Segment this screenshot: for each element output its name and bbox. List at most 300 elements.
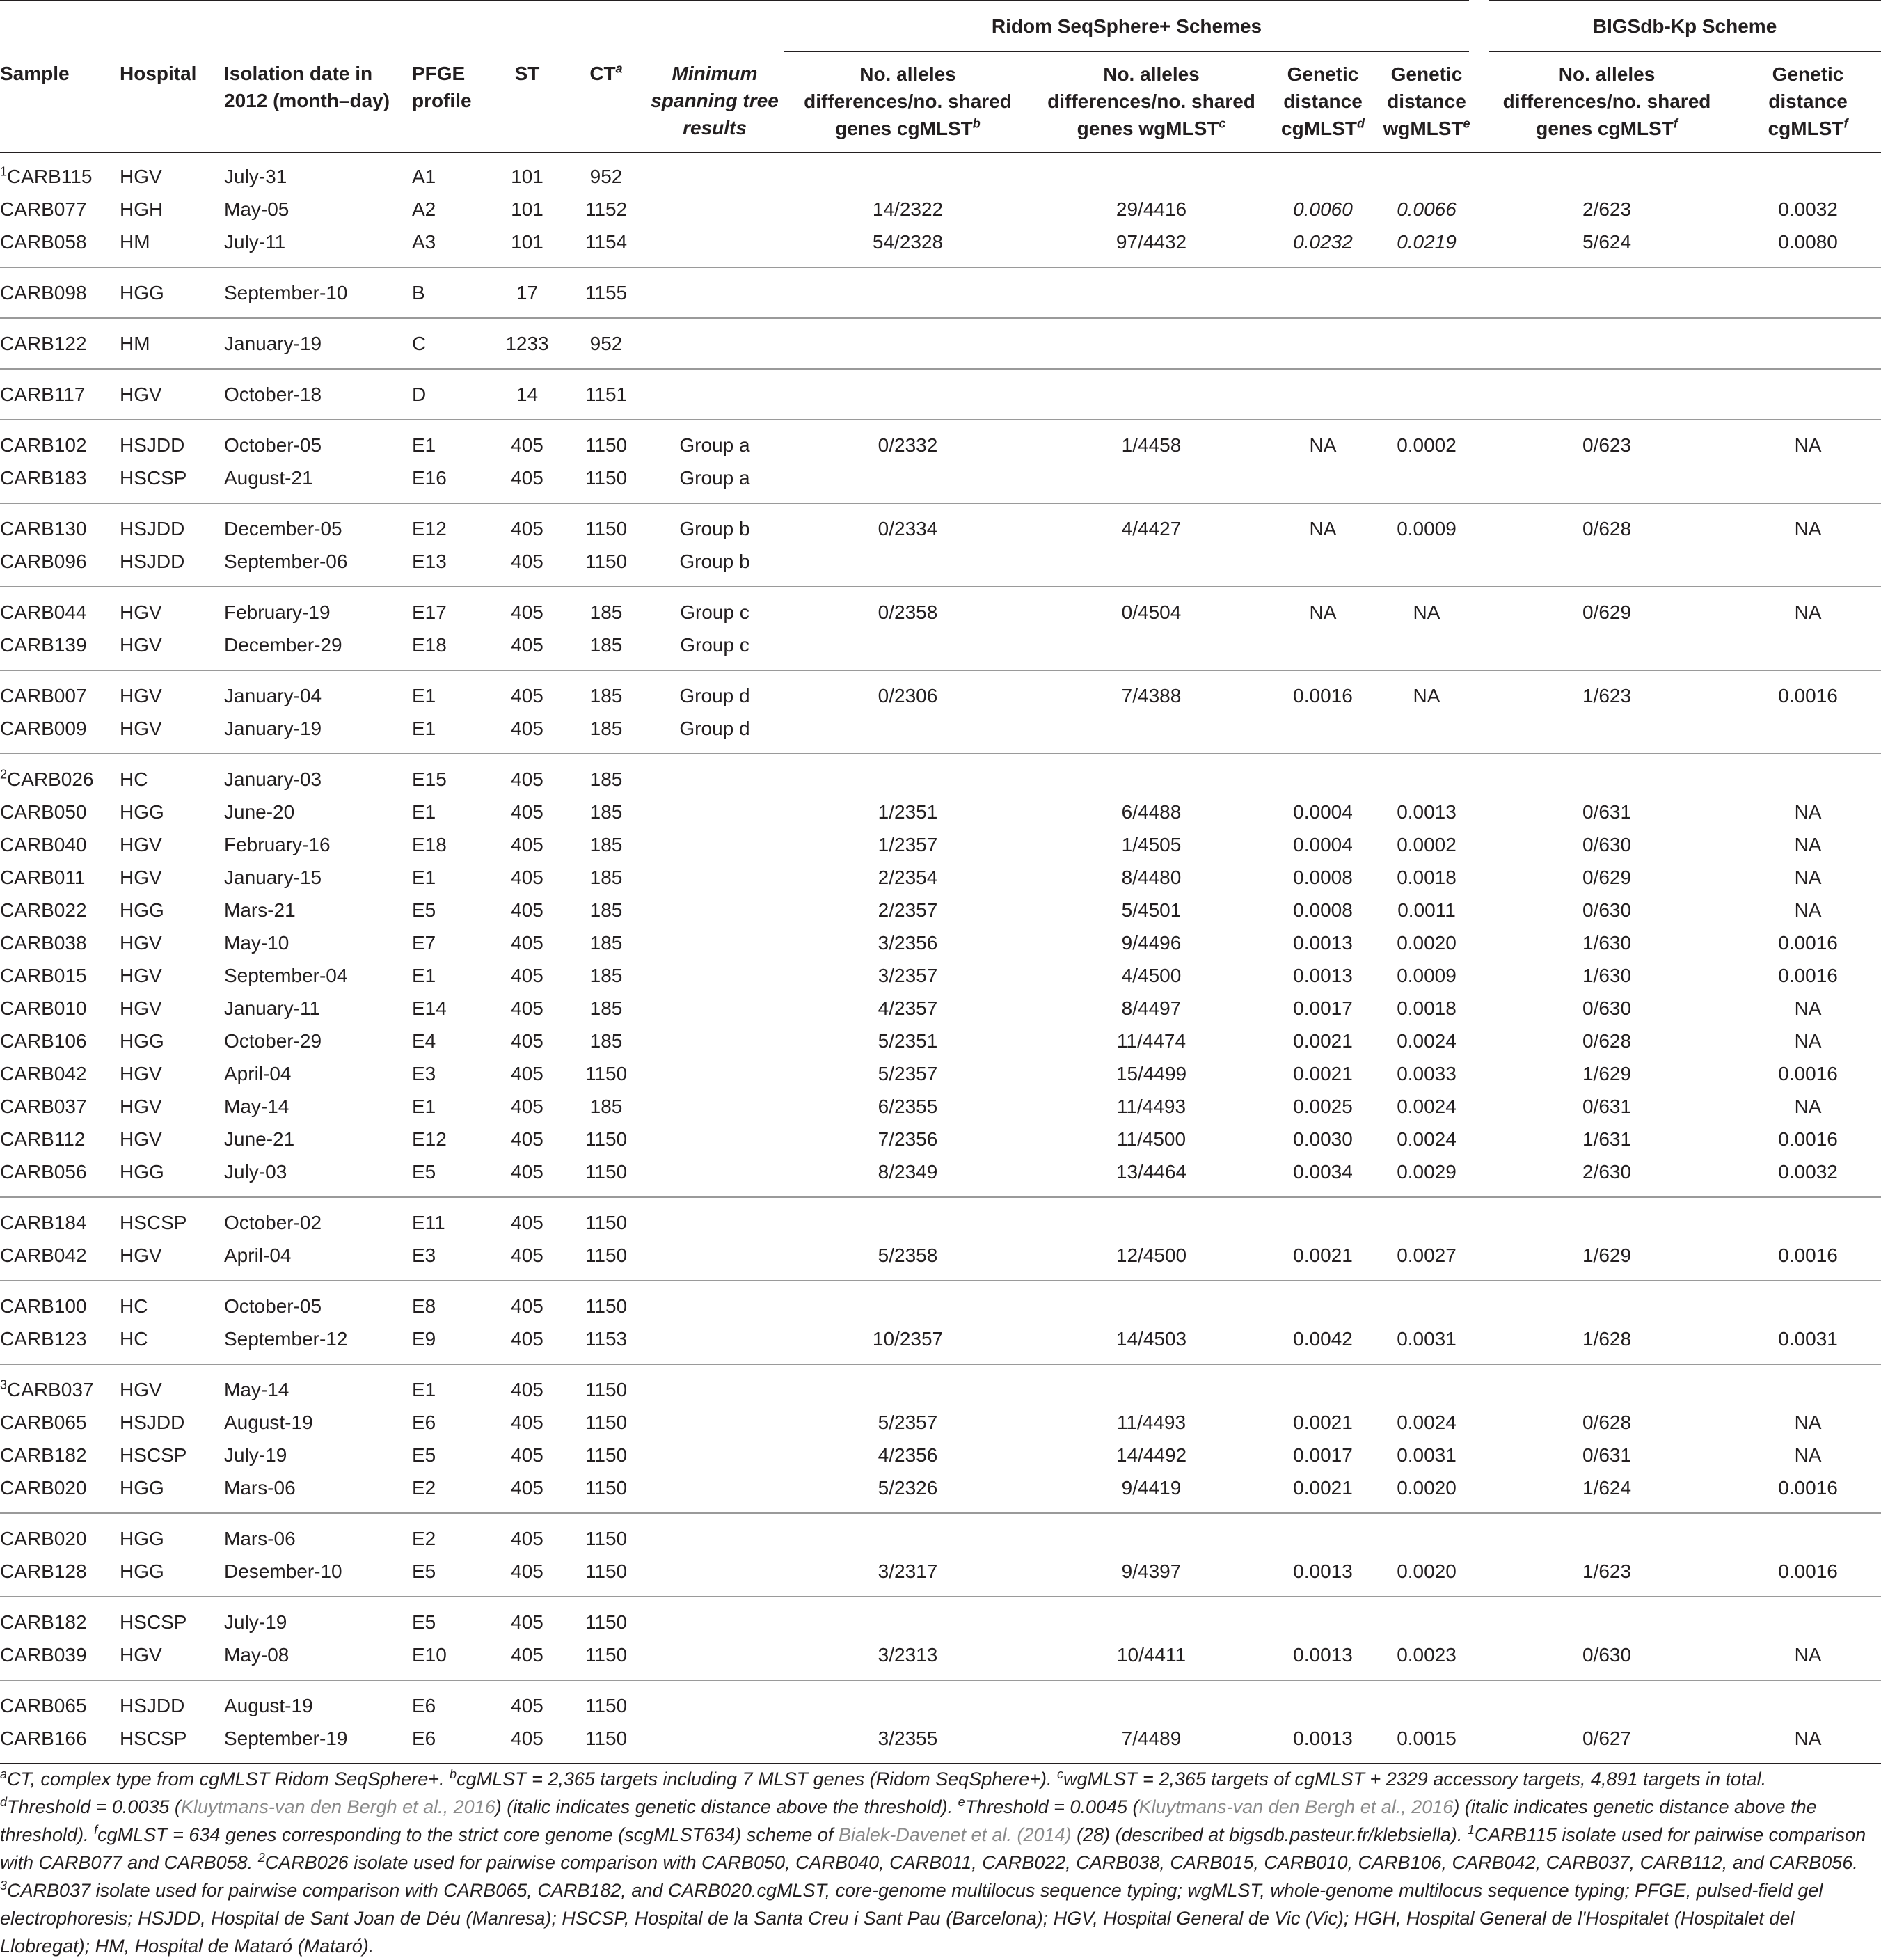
cell-gdwg: 0.0009 [1397, 964, 1457, 986]
cell-hospital: HSJDD [120, 1680, 224, 1722]
cell-date: September-06 [224, 550, 348, 572]
cell-bcg: 1/630 [1582, 931, 1632, 954]
cell-pfge: E3 [412, 1062, 436, 1084]
ref-link[interactable]: Bialek-Davenet et al. (2014) [838, 1824, 1072, 1845]
cell-bgd: NA [1794, 833, 1822, 855]
cell-mst [645, 1555, 784, 1597]
cell-sample: CARB182 [0, 1444, 87, 1466]
cell-date: May-08 [224, 1643, 289, 1666]
cell-cg: 4/2356 [878, 1444, 938, 1466]
table-row [0, 1239, 1881, 1281]
cell-gdcg [1271, 152, 1374, 193]
cell-bgd: NA [1794, 899, 1822, 921]
cell-st: 405 [487, 1197, 567, 1239]
cell-pfge: E10 [412, 1643, 447, 1666]
cell-pfge: E2 [412, 1476, 436, 1499]
cell-cg: 10/2357 [872, 1327, 944, 1350]
cell-gdwg: 0.0011 [1397, 899, 1456, 921]
cell-st: 405 [487, 1722, 567, 1764]
cell-date: January-03 [224, 754, 412, 796]
cell-wg: 10/4411 [1116, 1643, 1186, 1666]
cell-ct: 1154 [585, 230, 628, 253]
cell-wg [1031, 1680, 1271, 1722]
cell-pfge: E16 [412, 466, 447, 489]
cell-sample: CARB050 [0, 800, 87, 823]
table-row [0, 1680, 1881, 1722]
ref-link[interactable]: Kluytmans-van den Bergh et al., 2016 [180, 1796, 495, 1817]
cell-wg [1031, 267, 1271, 318]
cell-sample: $^2$CARB026 [0, 754, 120, 796]
cell-gdcg: 0.0034 [1293, 1160, 1353, 1183]
cell-wg [1031, 1364, 1271, 1406]
cell-bcg: 0/630 [1582, 1643, 1632, 1666]
cell-wg: 9/4419 [1121, 1476, 1182, 1499]
cell-mst [645, 226, 784, 267]
cell-mst [645, 193, 784, 226]
cell-gdwg: 0.0002 [1397, 833, 1457, 855]
cell-bgd: NA [1794, 1411, 1822, 1433]
cell-ct: 185 [567, 754, 645, 796]
cell-ct: 185 [589, 899, 623, 921]
cell-bgd [1735, 1513, 1881, 1555]
cell-gdcg: 0.0008 [1293, 899, 1353, 921]
cell-st: 405 [487, 503, 567, 545]
cell-gdcg [1271, 1197, 1374, 1239]
cell-bgd: NA [1735, 1722, 1881, 1764]
cell-gdcg [1271, 318, 1374, 369]
cell-gdcg [1271, 461, 1374, 503]
cell-mst [645, 1513, 784, 1555]
cell-sample: CARB038 [0, 931, 87, 954]
cell-cg: 5/2357 [878, 1062, 938, 1084]
cell-ct: 1150 [567, 1197, 645, 1239]
cell-pfge: E6 [412, 1680, 487, 1722]
cell-hospital: HGV [120, 1244, 162, 1266]
cell-gdcg: 0.0021 [1293, 1244, 1353, 1266]
cell-gdcg: 0.0232 [1293, 230, 1353, 253]
cell-mst [645, 1025, 784, 1057]
cell-ct: 1150 [585, 550, 628, 572]
cell-cg: 4/2357 [878, 997, 938, 1019]
cell-bgd: 0.0016 [1778, 1476, 1838, 1499]
cell-mst: Group c [645, 587, 784, 629]
cell-bgd: 0.0016 [1778, 1244, 1838, 1266]
cell-hospital: HGV [120, 866, 162, 888]
cell-mst [645, 1090, 784, 1123]
cell-ct: 1151 [567, 369, 645, 420]
cell-gdwg: 0.0027 [1397, 1244, 1457, 1266]
cell-st: 405 [511, 1128, 543, 1150]
cell-st: 405 [511, 1560, 543, 1582]
table-row [0, 1406, 1881, 1439]
cell-date: December-05 [224, 503, 412, 545]
table-row [0, 894, 1881, 926]
cell-date: May-10 [224, 931, 289, 954]
cell-date: June-20 [224, 800, 295, 823]
table-row [0, 1155, 1881, 1197]
cell-pfge: E6 [412, 1411, 436, 1433]
cell-sample: CARB183 [0, 466, 87, 489]
cell-cg: 3/2356 [878, 931, 938, 954]
cell-date: September-04 [224, 964, 348, 986]
cell-hospital: HGG [120, 1513, 224, 1555]
cell-cg: 3/2357 [878, 964, 938, 986]
cell-gdwg [1374, 152, 1479, 193]
cell-st: 405 [511, 1643, 543, 1666]
cell-wg [1031, 1597, 1271, 1638]
cell-pfge: E1 [412, 800, 436, 823]
cell-wg [1031, 1197, 1271, 1239]
cell-gdwg [1374, 1680, 1479, 1722]
cell-sample: CARB139 [0, 633, 87, 656]
cell-cg [784, 1597, 1031, 1638]
cell-gdcg: 0.0013 [1293, 931, 1353, 954]
cell-pfge: A3 [412, 230, 436, 253]
cell-pfge: E9 [412, 1327, 436, 1350]
cell-st: 1233 [487, 318, 567, 369]
cell-hospital: HGV [120, 1062, 162, 1084]
cell-hospital: HGV [120, 717, 162, 739]
cell-cg [784, 1197, 1031, 1239]
cell-bgd [1735, 1197, 1881, 1239]
cell-date: August-19 [224, 1680, 412, 1722]
cell-ct: 1153 [585, 1327, 628, 1350]
cell-hospital: HGG [120, 1476, 164, 1499]
cell-sample: CARB077 [0, 198, 87, 220]
cell-pfge: A2 [412, 198, 436, 220]
cell-gdwg: 0.0020 [1397, 931, 1457, 954]
cell-pfge: E1 [412, 420, 487, 461]
cell-bgd: NA [1735, 587, 1881, 629]
cell-mst: Group b [645, 503, 784, 545]
cell-sample: CARB020 [0, 1513, 120, 1555]
cell-pfge: E8 [412, 1281, 487, 1322]
cell-hospital: HC [120, 754, 224, 796]
cell-gdwg: 0.0024 [1397, 1095, 1457, 1117]
cell-bgd [1735, 461, 1881, 503]
cell-sample: CARB166 [0, 1722, 120, 1764]
cell-gdcg: 0.0017 [1293, 997, 1353, 1019]
cell-hospital: HGG [120, 899, 164, 921]
cell-date: February-16 [224, 833, 331, 855]
cell-ct: 1150 [585, 1411, 628, 1433]
cell-sample: CARB020 [0, 1476, 87, 1499]
cell-gdwg: 0.0066 [1397, 198, 1457, 220]
cell-gdcg: 0.0013 [1293, 1643, 1353, 1666]
table-row [0, 1057, 1881, 1090]
cell-wg [1031, 754, 1271, 796]
cell-bgd: 0.0032 [1778, 1160, 1838, 1183]
cell-wg [1031, 1513, 1271, 1555]
cell-bcg: 0/623 [1479, 420, 1735, 461]
col-ct: $CT^a$ [567, 52, 645, 152]
cell-bcg: 1/631 [1582, 1128, 1632, 1150]
cell-gdcg: 0.0021 [1293, 1029, 1353, 1052]
table-row [0, 1322, 1881, 1364]
cell-st: 101 [511, 198, 543, 220]
cell-sample: $^1$CARB115 [0, 164, 93, 187]
cell-wg: 15/4499 [1116, 1062, 1187, 1084]
cell-bcg: 2/623 [1582, 198, 1632, 220]
col-mst: Minimum spanning tree results [645, 52, 784, 152]
cell-st: 405 [511, 1029, 543, 1052]
cell-gdwg [1374, 461, 1479, 503]
cell-gdcg: 0.0030 [1293, 1128, 1353, 1150]
cell-bcg: 0/628 [1582, 1411, 1632, 1433]
col-st: ST [487, 52, 567, 152]
cell-mst: Group c [680, 633, 749, 656]
cell-ct: 1152 [585, 198, 628, 220]
cell-hospital: HGG [120, 1029, 164, 1052]
cell-st: 405 [511, 899, 543, 921]
cell-bcg: 0/630 [1582, 899, 1632, 921]
cell-hospital: HC [120, 1327, 148, 1350]
cell-gdcg [1271, 712, 1374, 754]
cell-date: Mars-06 [224, 1513, 412, 1555]
cell-bcg: 5/624 [1582, 230, 1632, 253]
cell-bcg: 1/623 [1582, 1560, 1632, 1582]
cell-bcg [1479, 369, 1735, 420]
cell-cg [784, 267, 1031, 318]
cell-pfge: E5 [412, 1160, 436, 1183]
table-row [0, 1555, 1881, 1597]
table-row [0, 926, 1881, 959]
cell-sample: CARB039 [0, 1643, 87, 1666]
cell-hospital: HSJDD [120, 420, 224, 461]
ref-link[interactable]: Kluytmans-van den Bergh et al., 2016 [1138, 1796, 1454, 1817]
cell-pfge: E12 [412, 503, 487, 545]
cell-gdwg: 0.0031 [1397, 1444, 1457, 1466]
cell-gdcg: 0.0021 [1293, 1062, 1353, 1084]
cell-bcg [1479, 1197, 1735, 1239]
cell-wg: 9/4496 [1121, 931, 1182, 954]
cell-bcg: 1/628 [1582, 1327, 1632, 1350]
cell-hospital: HGV [120, 833, 162, 855]
cell-ct: 185 [589, 964, 623, 986]
cell-wg: 11/4493 [1116, 1095, 1186, 1117]
cell-cg: 3/2313 [878, 1643, 938, 1666]
cell-sample: CARB117 [0, 369, 120, 420]
cell-date: September-10 [224, 267, 412, 318]
cell-mst [645, 1439, 784, 1471]
cell-st: 405 [511, 964, 543, 986]
cell-hospital: HSCSP [120, 1722, 224, 1764]
cell-st: 405 [511, 1327, 543, 1350]
cell-mst [645, 1597, 784, 1638]
cell-hospital: HC [120, 1281, 224, 1322]
cell-ct: 185 [589, 800, 623, 823]
cell-ct: 185 [567, 670, 645, 712]
cell-gdwg [1374, 1597, 1479, 1638]
table-row [0, 629, 1881, 670]
cell-bgd [1735, 712, 1881, 754]
cell-date: October-05 [224, 1281, 412, 1322]
cell-hospital: HGV [120, 587, 224, 629]
table-row [0, 226, 1881, 267]
cell-st: 405 [511, 1095, 543, 1117]
cell-st: 405 [487, 670, 567, 712]
table-row [0, 1513, 1881, 1555]
cell-gdcg: 0.0021 [1293, 1411, 1353, 1433]
cell-hospital: HGV [120, 964, 162, 986]
cell-gdcg [1271, 754, 1374, 796]
cell-gdwg [1374, 1364, 1479, 1406]
cell-cg [784, 1680, 1031, 1722]
table-row [0, 1471, 1881, 1513]
cell-gdcg [1271, 267, 1374, 318]
cell-wg [1031, 318, 1271, 369]
cell-hospital: HGV [120, 369, 224, 420]
cell-mst [645, 369, 784, 420]
cell-sample: CARB044 [0, 587, 120, 629]
cell-pfge: E1 [412, 1095, 436, 1117]
table-row [0, 369, 1881, 420]
cell-cg: 14/2322 [872, 198, 944, 220]
cell-cg [784, 318, 1031, 369]
cell-ct: 1155 [567, 267, 645, 318]
cell-wg: 7/4388 [1031, 670, 1271, 712]
cell-gdcg: NA [1271, 420, 1374, 461]
col-wgmlst-alleles: No. alleles differences/no. shared genes wgMLST$^c$ [1031, 52, 1271, 152]
cell-gdwg: 0.0029 [1397, 1160, 1457, 1183]
cell-ct: 185 [589, 997, 623, 1019]
cell-date: April-04 [224, 1062, 292, 1084]
cell-bcg [1479, 545, 1735, 587]
cell-cg: 1/2351 [878, 800, 938, 823]
cell-pfge: E1 [412, 1364, 487, 1406]
cell-sample: CARB010 [0, 997, 87, 1019]
cell-st: 405 [487, 420, 567, 461]
cell-date: August-19 [224, 1411, 313, 1433]
table-row [0, 420, 1881, 461]
cell-bcg [1479, 267, 1735, 318]
cell-bgd [1735, 1680, 1881, 1722]
cell-ct: 185 [589, 866, 623, 888]
col-cgmlst-alleles: No. alleles differences/no. shared genes cgMLST$^b$ [784, 52, 1031, 152]
cell-date: April-04 [224, 1244, 292, 1266]
cell-mst [645, 828, 784, 861]
cell-cg [784, 545, 1031, 587]
cell-ct: 185 [589, 931, 623, 954]
cell-pfge: E17 [412, 587, 487, 629]
cell-cg: 0/2334 [784, 503, 1031, 545]
cell-ct: 1150 [567, 1513, 645, 1555]
cell-st: 405 [487, 587, 567, 629]
cell-bgd [1735, 1364, 1881, 1406]
cell-date: Desember-10 [224, 1560, 342, 1582]
cell-gdwg: 0.0033 [1397, 1062, 1457, 1084]
cell-gdwg: NA [1374, 670, 1479, 712]
cell-cg [784, 1513, 1031, 1555]
cell-mst [645, 926, 784, 959]
cell-wg: 4/4427 [1031, 503, 1271, 545]
cell-cg [784, 369, 1031, 420]
cell-st: 405 [511, 1062, 543, 1084]
cell-bgd: 0.0031 [1778, 1327, 1838, 1350]
cell-hospital: HGV [120, 670, 224, 712]
cell-wg [1031, 545, 1271, 587]
cell-sample: CARB112 [0, 1128, 86, 1150]
cell-gdwg [1374, 629, 1479, 670]
cell-wg: 11/4493 [1116, 1411, 1186, 1433]
cell-mst [645, 1722, 784, 1764]
cell-cg: 3/2355 [784, 1722, 1031, 1764]
cell-cg [784, 461, 1031, 503]
cell-gdcg [1271, 1364, 1374, 1406]
cell-bcg [1479, 629, 1735, 670]
cell-mst [645, 1281, 784, 1322]
cell-pfge: D [412, 369, 487, 420]
cell-ct: 1150 [585, 1643, 628, 1666]
cell-pfge: B [412, 267, 487, 318]
cell-date: July-19 [224, 1444, 287, 1466]
cell-st: 405 [511, 1476, 543, 1499]
cell-mst [645, 861, 784, 894]
cell-sample: CARB184 [0, 1197, 120, 1239]
table-row [0, 1123, 1881, 1155]
cell-hospital: HGV [120, 1128, 162, 1150]
cell-ct: 1150 [585, 1062, 628, 1084]
cell-gdwg: 0.0013 [1397, 800, 1457, 823]
cell-ct: 1150 [567, 420, 645, 461]
cell-bgd [1735, 152, 1881, 193]
cell-gdcg: 0.0004 [1293, 800, 1353, 823]
cell-pfge: E1 [412, 717, 436, 739]
cell-gdcg [1271, 545, 1374, 587]
cell-st: 405 [511, 717, 543, 739]
cell-bgd [1735, 754, 1881, 796]
cell-st: 405 [487, 1281, 567, 1322]
cell-bcg: 0/628 [1582, 1029, 1632, 1052]
cell-gdwg [1374, 267, 1479, 318]
cell-hospital: HGV [120, 633, 162, 656]
cell-wg [1031, 152, 1271, 193]
cell-mst [645, 1638, 784, 1680]
cell-bcg: 0/631 [1582, 1095, 1632, 1117]
cell-date: January-19 [224, 318, 412, 369]
cell-wg: 6/4488 [1121, 800, 1182, 823]
table-row [0, 503, 1881, 545]
cell-date: September-12 [224, 1327, 348, 1350]
cell-sample: CARB042 [0, 1244, 87, 1266]
cell-wg: 13/4464 [1116, 1160, 1187, 1183]
cell-cg: 5/2351 [878, 1029, 938, 1052]
cell-bgd: NA [1794, 1095, 1822, 1117]
cell-ct: 1150 [585, 1160, 628, 1183]
cell-gdwg: 0.0009 [1374, 503, 1479, 545]
cell-date: February-19 [224, 587, 412, 629]
cell-bgd: 0.0016 [1778, 1062, 1838, 1084]
cell-date: July-31 [224, 165, 287, 187]
cell-mst [645, 1364, 784, 1406]
cell-st: 405 [511, 633, 543, 656]
cell-cg [784, 754, 1031, 796]
cell-gdcg: 0.0004 [1293, 833, 1353, 855]
cell-gdwg [1374, 318, 1479, 369]
cell-bcg [1479, 712, 1735, 754]
cell-wg: 7/4489 [1031, 1722, 1271, 1764]
cell-cg: 7/2356 [878, 1128, 938, 1150]
cell-date: May-14 [224, 1095, 289, 1117]
cell-hospital: HSCSP [120, 466, 187, 489]
cell-wg: 8/4497 [1121, 997, 1182, 1019]
cell-ct: 1150 [567, 1680, 645, 1722]
cell-mst [645, 1471, 784, 1513]
cell-mst [645, 1057, 784, 1090]
cell-hospital: HM [120, 230, 150, 253]
cell-gdwg: 0.0020 [1397, 1560, 1457, 1582]
cell-wg [1031, 369, 1271, 420]
